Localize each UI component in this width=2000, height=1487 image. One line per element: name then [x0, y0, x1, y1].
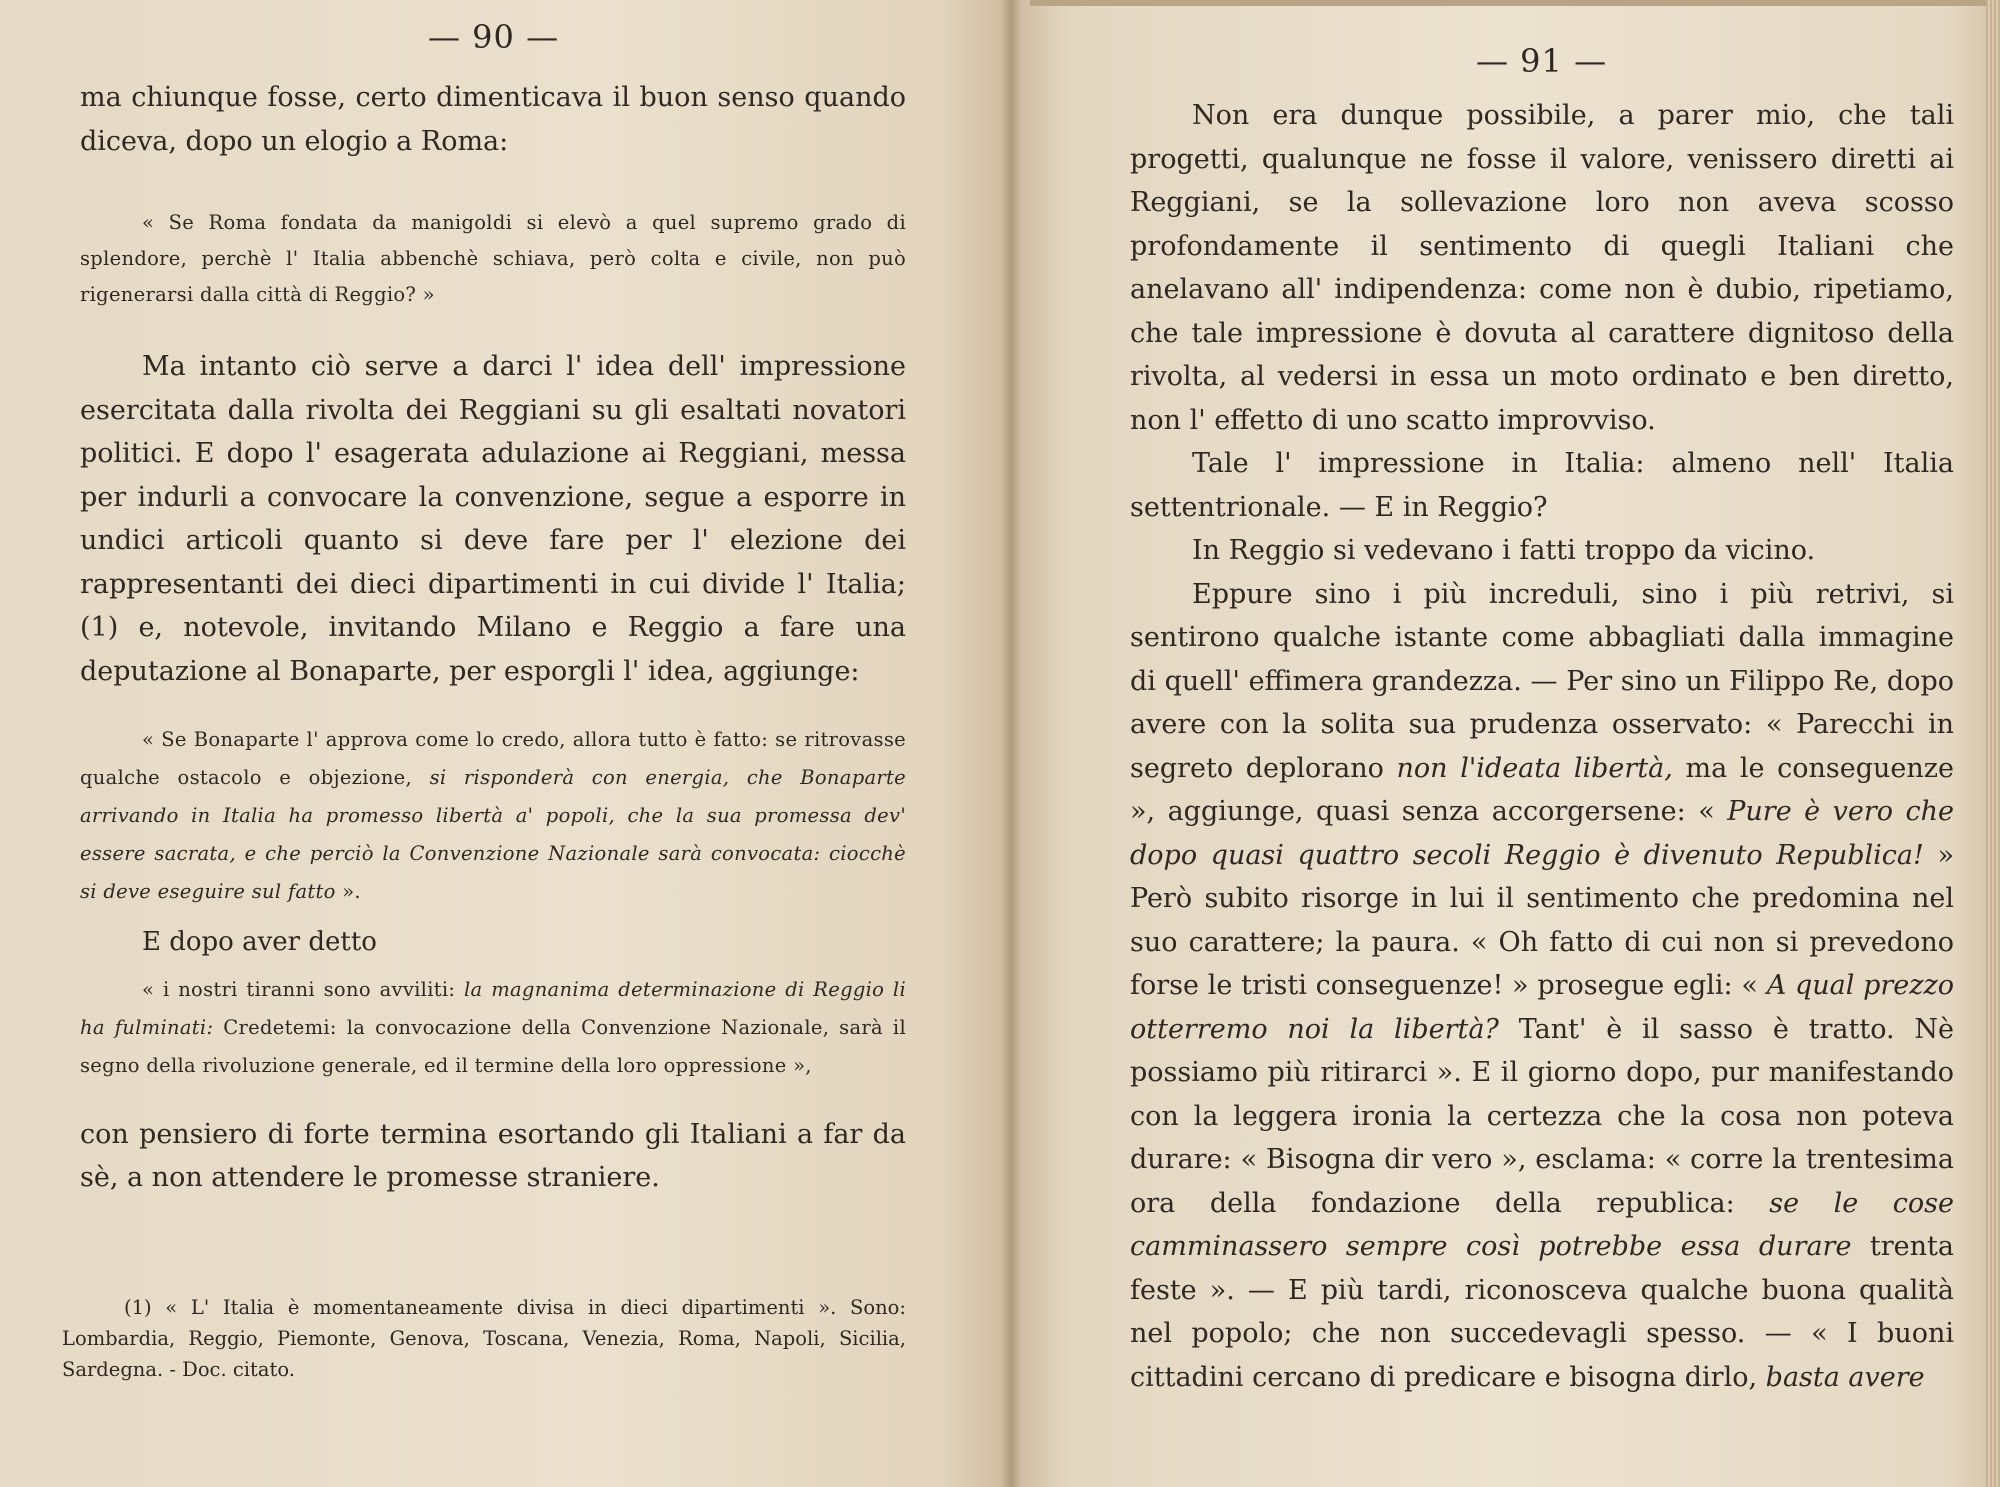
block-quote	[80, 971, 906, 1085]
paragraph: In Reggio si vedevano i fatti troppo da vicino.	[1192, 535, 1816, 566]
page-number: — 91 —	[1476, 42, 1608, 80]
footnote-text: divisa in dieci dipartimenti ». Sono: Lombardia, Reggio, Piemonte, Genova, Toscana, Venezia, Roma, Napoli, Sicilia, Sardegna. - Doc. citato.	[62, 1296, 906, 1381]
paragraph-text: Eppure sino i più increduli, sino i più retrivi, si sentirono qualche istante come abbagliati dalla immagine di quell' effimera grandezza. — Per sino un Filippo Re, dopo avere con la solita sua prudenza osservato: « Parecchi in segreto deplorano	[1130, 578, 1954, 784]
left-page-text	[80, 76, 906, 1200]
quote-text: « i nostri tiranni sono avviliti:	[142, 977, 456, 1001]
paragraph-text: ma le conseguenze », aggiunge, quasi senza accorgersene: «	[1130, 752, 1955, 827]
paragraph-text: trenta feste ». — E più tardi, riconosceva qualche buona qualità nel popolo; che non succedevagli spesso. — « I buoni cittadini cercano di predicare e bisogna dirlo,	[1130, 1231, 1954, 1393]
italic-text: se le cose camminassero sempre così potrebbe essa durare	[1130, 1187, 1955, 1262]
quote-text: « Se Bonaparte l' approva come lo credo, allora tutto è fatto: se ritrovasse qualche ostacolo e objezione,	[80, 728, 906, 789]
italic-text: Pure è vero che dopo quasi quattro secoli Reggio è divenuto Republica!	[1130, 796, 1954, 871]
book-gutter	[1000, 0, 1022, 1487]
quote-text: Credetemi: la convocazione della Convenzione Nazionale, sarà il segno della rivoluzione generale, ed il termine della loro oppressione »,	[80, 1015, 906, 1077]
block-quote	[80, 721, 906, 911]
page-top-edge	[1030, 0, 2000, 6]
paragraph-text: » Però subito risorge in lui il sentimento che predomina nel suo carattere; la paura. « Oh fatto di cui non si prevedono forse le tristi conseguenze! » prosegue egli: «	[1130, 839, 1954, 1001]
block-quote: « Se Roma fondata da manigoldi si elevò a quel supremo grado di splendore, perchè l' Italia abbenchè schiava, però colta e civile, non può rigenerarsi dalla città di Reggio? »	[80, 211, 906, 306]
paragraph: con pensiero di forte termina esortando gli Italiani a far da sè, a non attendere le promesse straniere.	[80, 1118, 906, 1193]
page-number: — 90 —	[428, 18, 560, 56]
right-page-text	[1130, 94, 1954, 1399]
page-fore-edge	[1986, 0, 2000, 1487]
quote-italic-text: la magnanima determinazione di Reggio li ha fulminati:	[80, 977, 906, 1039]
paragraph: E dopo aver detto	[142, 927, 377, 957]
paragraph: Tale l' impressione in Italia: almeno nell' Italia settentrionale. — E in Reggio?	[1130, 448, 1954, 523]
footnote-text: (1) « L' Italia è	[124, 1296, 300, 1319]
italic-text: A qual prezzo otterremo noi la libertà?	[1130, 970, 1954, 1045]
footnote-italic-text: momentaneamente	[313, 1296, 504, 1319]
quote-italic-text: si risponderà con energia, che Bonaparte arrivando in Italia ha promesso libertà a' popoli, che la sua promessa dev' essere sacrata, e che perciò la Convenzione Nazionale sarà convocata: ciocchè si deve eseguire sul fatto	[80, 766, 907, 903]
italic-text: non l'ideata libertà,	[1396, 752, 1673, 784]
paragraph: ma chiunque fosse, certo dimenticava il buon senso quando diceva, dopo un elogio a Roma:	[80, 82, 906, 157]
paragraph	[1130, 573, 1954, 1400]
italic-text: basta avere	[1765, 1361, 1925, 1393]
quote-text: ».	[342, 880, 361, 903]
paragraph: Non era dunque possibile, a parer mio, che tali progetti, qualunque ne fosse il valore, venissero diretti ai Reggiani, se la sollevazione loro non aveva scosso profondamente il sentimento di quegli Italiani che anelavano all' indipendenza: come non è dubio, ripetiamo, che tale impressione è dovuta al carattere dignitoso della rivolta, al vedersi in essa un moto ordinato e ben diretto, non l' effetto di uno scatto improvviso.	[1130, 100, 1954, 436]
right-page	[1010, 0, 2000, 1487]
footnote	[62, 1292, 906, 1385]
paragraph-text: Tant' è il sasso è tratto. Nè possiamo più ritirarci ». E il giorno dopo, pur manifestando con la leggera ironia la certezza che la cosa non poteva durare: « Bisogna dir vero », esclama: « corre la trentesima ora della fondazione della republica:	[1130, 1013, 1954, 1219]
paragraph: Ma intanto ciò serve a darci l' idea dell' impressione esercitata dalla rivolta dei Reggiani su gli esaltati novatori politici. E dopo l' esagerata adulazione ai Reggiani, messa per indurli a convocare la convenzione, segue a esporre in undici articoli quanto si deve fare per l' elezione dei rappresentanti dei dieci dipartimenti in cui divide l' Italia; (1) e, notevole, invitando Milano e Reggio a fare una deputazione al Bonaparte, per esporgli l' idea, aggiunge:	[80, 351, 906, 687]
